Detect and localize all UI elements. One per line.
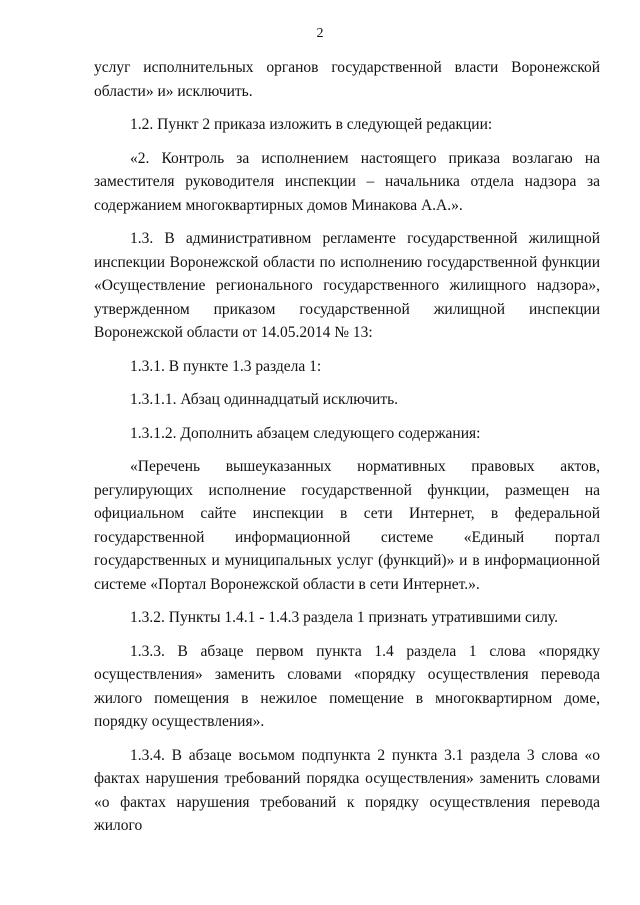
- paragraph: «2. Контроль за исполнением настоящего приказа возлагаю на заместителя руководителя инспекции – начальника отдела надзора за содержанием многоквартирных домов Минакова А.А.».: [94, 149, 600, 214]
- paragraph: 1.3.4. В абзаце восьмом подпункта 2 пункта 3.1 раздела 3 слова «о фактах нарушения требований порядка осуществления» заменить словами «о фактах нарушения требований к порядку осуществления перевода жилого: [94, 746, 600, 834]
- paragraph: «Перечень вышеуказанных нормативных правовых актов, регулирующих исполнение государственной функции, размещен на официальном сайте инспекции в сети Интернет, в федеральной государственной информационной системе «Единый портал государственных и муниципальных услуг (функций)» и в информационной системе «Портал Воронежской области в сети Интернет.».: [94, 458, 600, 593]
- paragraph: услуг исполнительных органов государственной власти Воронежской области» и» исключить.: [94, 59, 600, 100]
- document-body: [94, 56, 600, 848]
- paragraph: 1.3.1.2. Дополнить абзацем следующего содержания:: [130, 424, 481, 442]
- paragraph: 1.3.1. В пункте 1.3 раздела 1:: [130, 357, 322, 375]
- paragraph: 1.3.1.1. Абзац одиннадцатый исключить.: [130, 391, 399, 408]
- paragraph: 1.2. Пункт 2 приказа изложить в следующей редакции:: [130, 116, 493, 133]
- page-number: 2: [316, 26, 324, 41]
- paragraph: 1.3.2. Пункты 1.4.1 - 1.4.3 раздела 1 признать утратившими силу.: [130, 609, 558, 626]
- paragraph: 1.3.3. В абзаце первом пункта 1.4 раздела 1 слова «порядку осуществления» заменить словами «порядку осуществления перевода жилого помещения в нежилое помещение в многоквартирном доме, порядку осуществления».: [94, 642, 600, 730]
- paragraph: 1.3. В административном регламенте государственной жилищной инспекции Воронежской области по исполнению государственной функции «Осуществление регионального государственного жилищного надзора», утвержденном приказом государственной жилищной инспекции Воронежской области от 14.05.2014 № 13:: [94, 230, 600, 341]
